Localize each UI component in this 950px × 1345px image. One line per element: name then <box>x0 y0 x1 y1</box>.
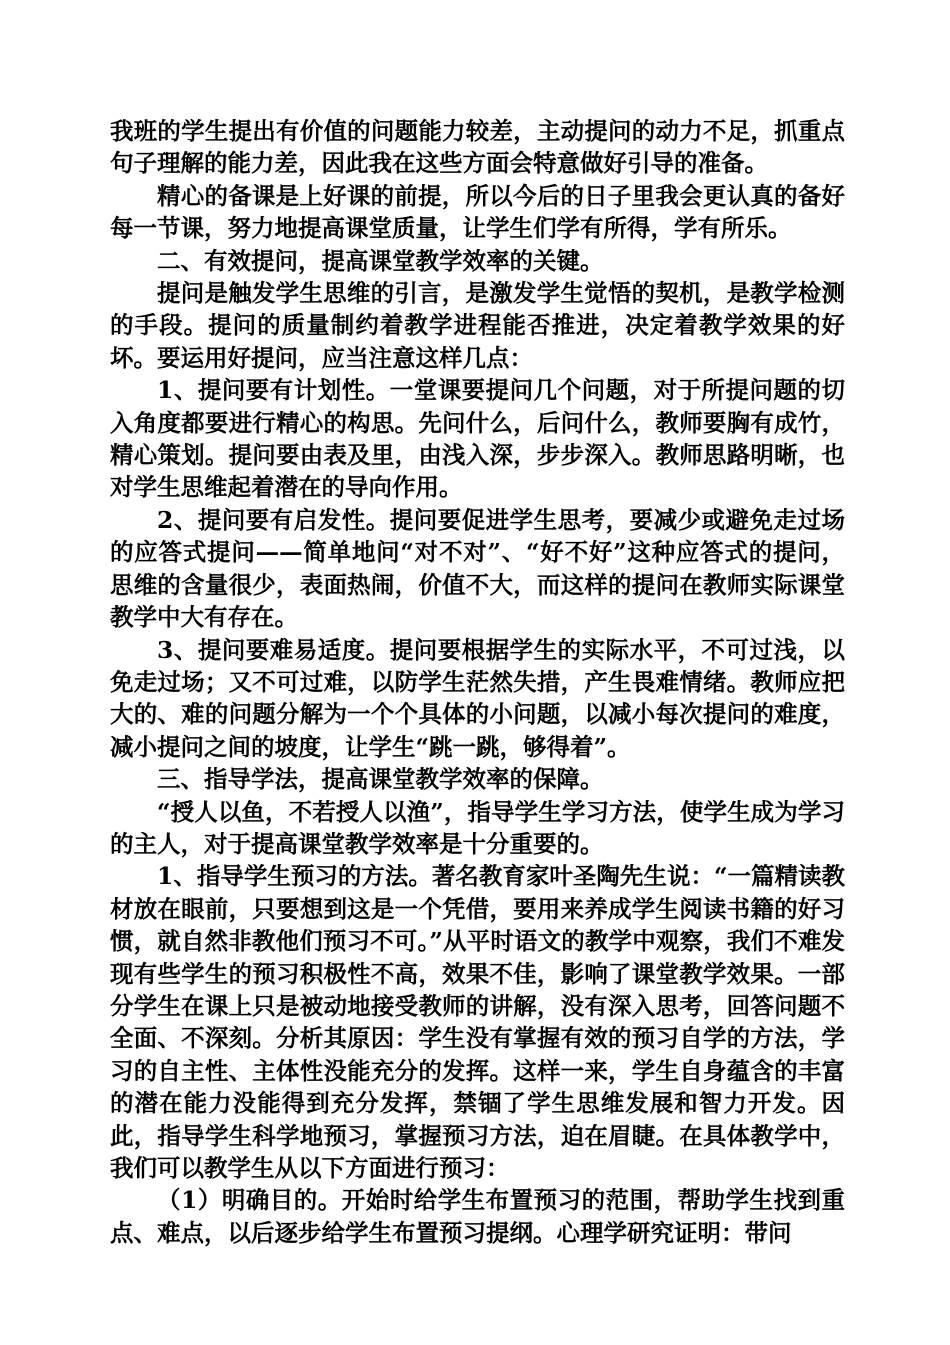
list-item-3: 3、提问要难易适度。提问要根据学生的实际水平，不可过浅，以免走过场；又不可过难，以防学生茫然失措，产生畏难情绪。教师应把大的、难的问题分解为一个个具体的小问题，以减小每次提问的难度，减小提问之间的坡度，让学生“跳一跳，够得着”。 <box>110 635 845 761</box>
list-item-2: 2、提问要有启发性。提问要促进学生思考，要减少或避免走过场的应答式提问——简单地问“对不对”、“好不好”这种应答式的提问，思维的含量很少，表面热闹，价值不大，而这样的提问在教师实际课堂教学中大有存在。 <box>110 505 845 632</box>
list-item-1: 1、提问要有计划性。一堂课要提问几个问题，对于所提问题的切入角度都要进行精心的构思。先问什么，后问什么，教师要胸有成竹，精心策划。提问要由表及里，由浅入深，步步深入。教师思路明晰，也对学生思维起着潜在的导向作用。 <box>110 376 845 502</box>
paragraph-4: 提问是触发学生思维的引言，是激发学生觉悟的契机，是教学检测的手段。提问的质量制约着教学进程能否推进，决定着教学效果的好坏。要运用好提问，应当注意这样几点： <box>110 279 845 372</box>
paragraph-9: “授人以鱼，不若授人以渔”，指导学生学习方法，使学生成为学习的主人，对于提高课堂教学效率是十分重要的。 <box>110 797 845 858</box>
section-heading-2: 二、有效提问，提高课堂教学效率的关键。 <box>157 246 604 275</box>
sub-item-1: （1）明确目的。开始时给学生布置预习的范围，帮助学生找到重点、难点，以后逐步给学生布置预习提纲。心理学研究证明：带问 <box>110 1186 845 1247</box>
list-item-preview-method: 1、指导学生预习的方法。著名教育家叶圣陶先生说：“一篇精读教材放在眼前，只要想到这是一个凭借，要用来养成学生阅读书籍的好习惯，就自然非教他们预习不可。”从平时语文的教学中观察，我们不难发现有些学生的预习积极性不高，效果不佳，影响了课堂教学效果。一部分学生在课上只是被动地接受教师的讲解，没有深入思考，回答问题不全面、不深刻。分析其原因：学生没有掌握有效的预习自学的方法，学习的自主性、主体性没能充分的发挥。这样一来，学生自身蕴含的丰富的潜在能力没能得到充分发挥，禁锢了学生思维发展和智力开发。因此，指导学生科学地预习，掌握预习方法，迫在眉睫。在具体教学中，我们可以教学生从以下方面进行预习： <box>110 862 845 1182</box>
section-heading-3: 三、指导学法，提高课堂教学效率的保障。 <box>157 765 604 794</box>
paragraph-2: 精心的备课是上好课的前提，所以今后的日子里我会更认真的备好每一节课，努力地提高课堂质量，让学生们学有所得，学有所乐。 <box>110 181 845 243</box>
paragraph-1: 我班的学生提出有价值的问题能力较差，主动提问的动力不足，抓重点句子理解的能力差，因此我在这些方面会特意做好引导的准备。 <box>110 117 845 178</box>
document-body <box>110 115 845 1249</box>
